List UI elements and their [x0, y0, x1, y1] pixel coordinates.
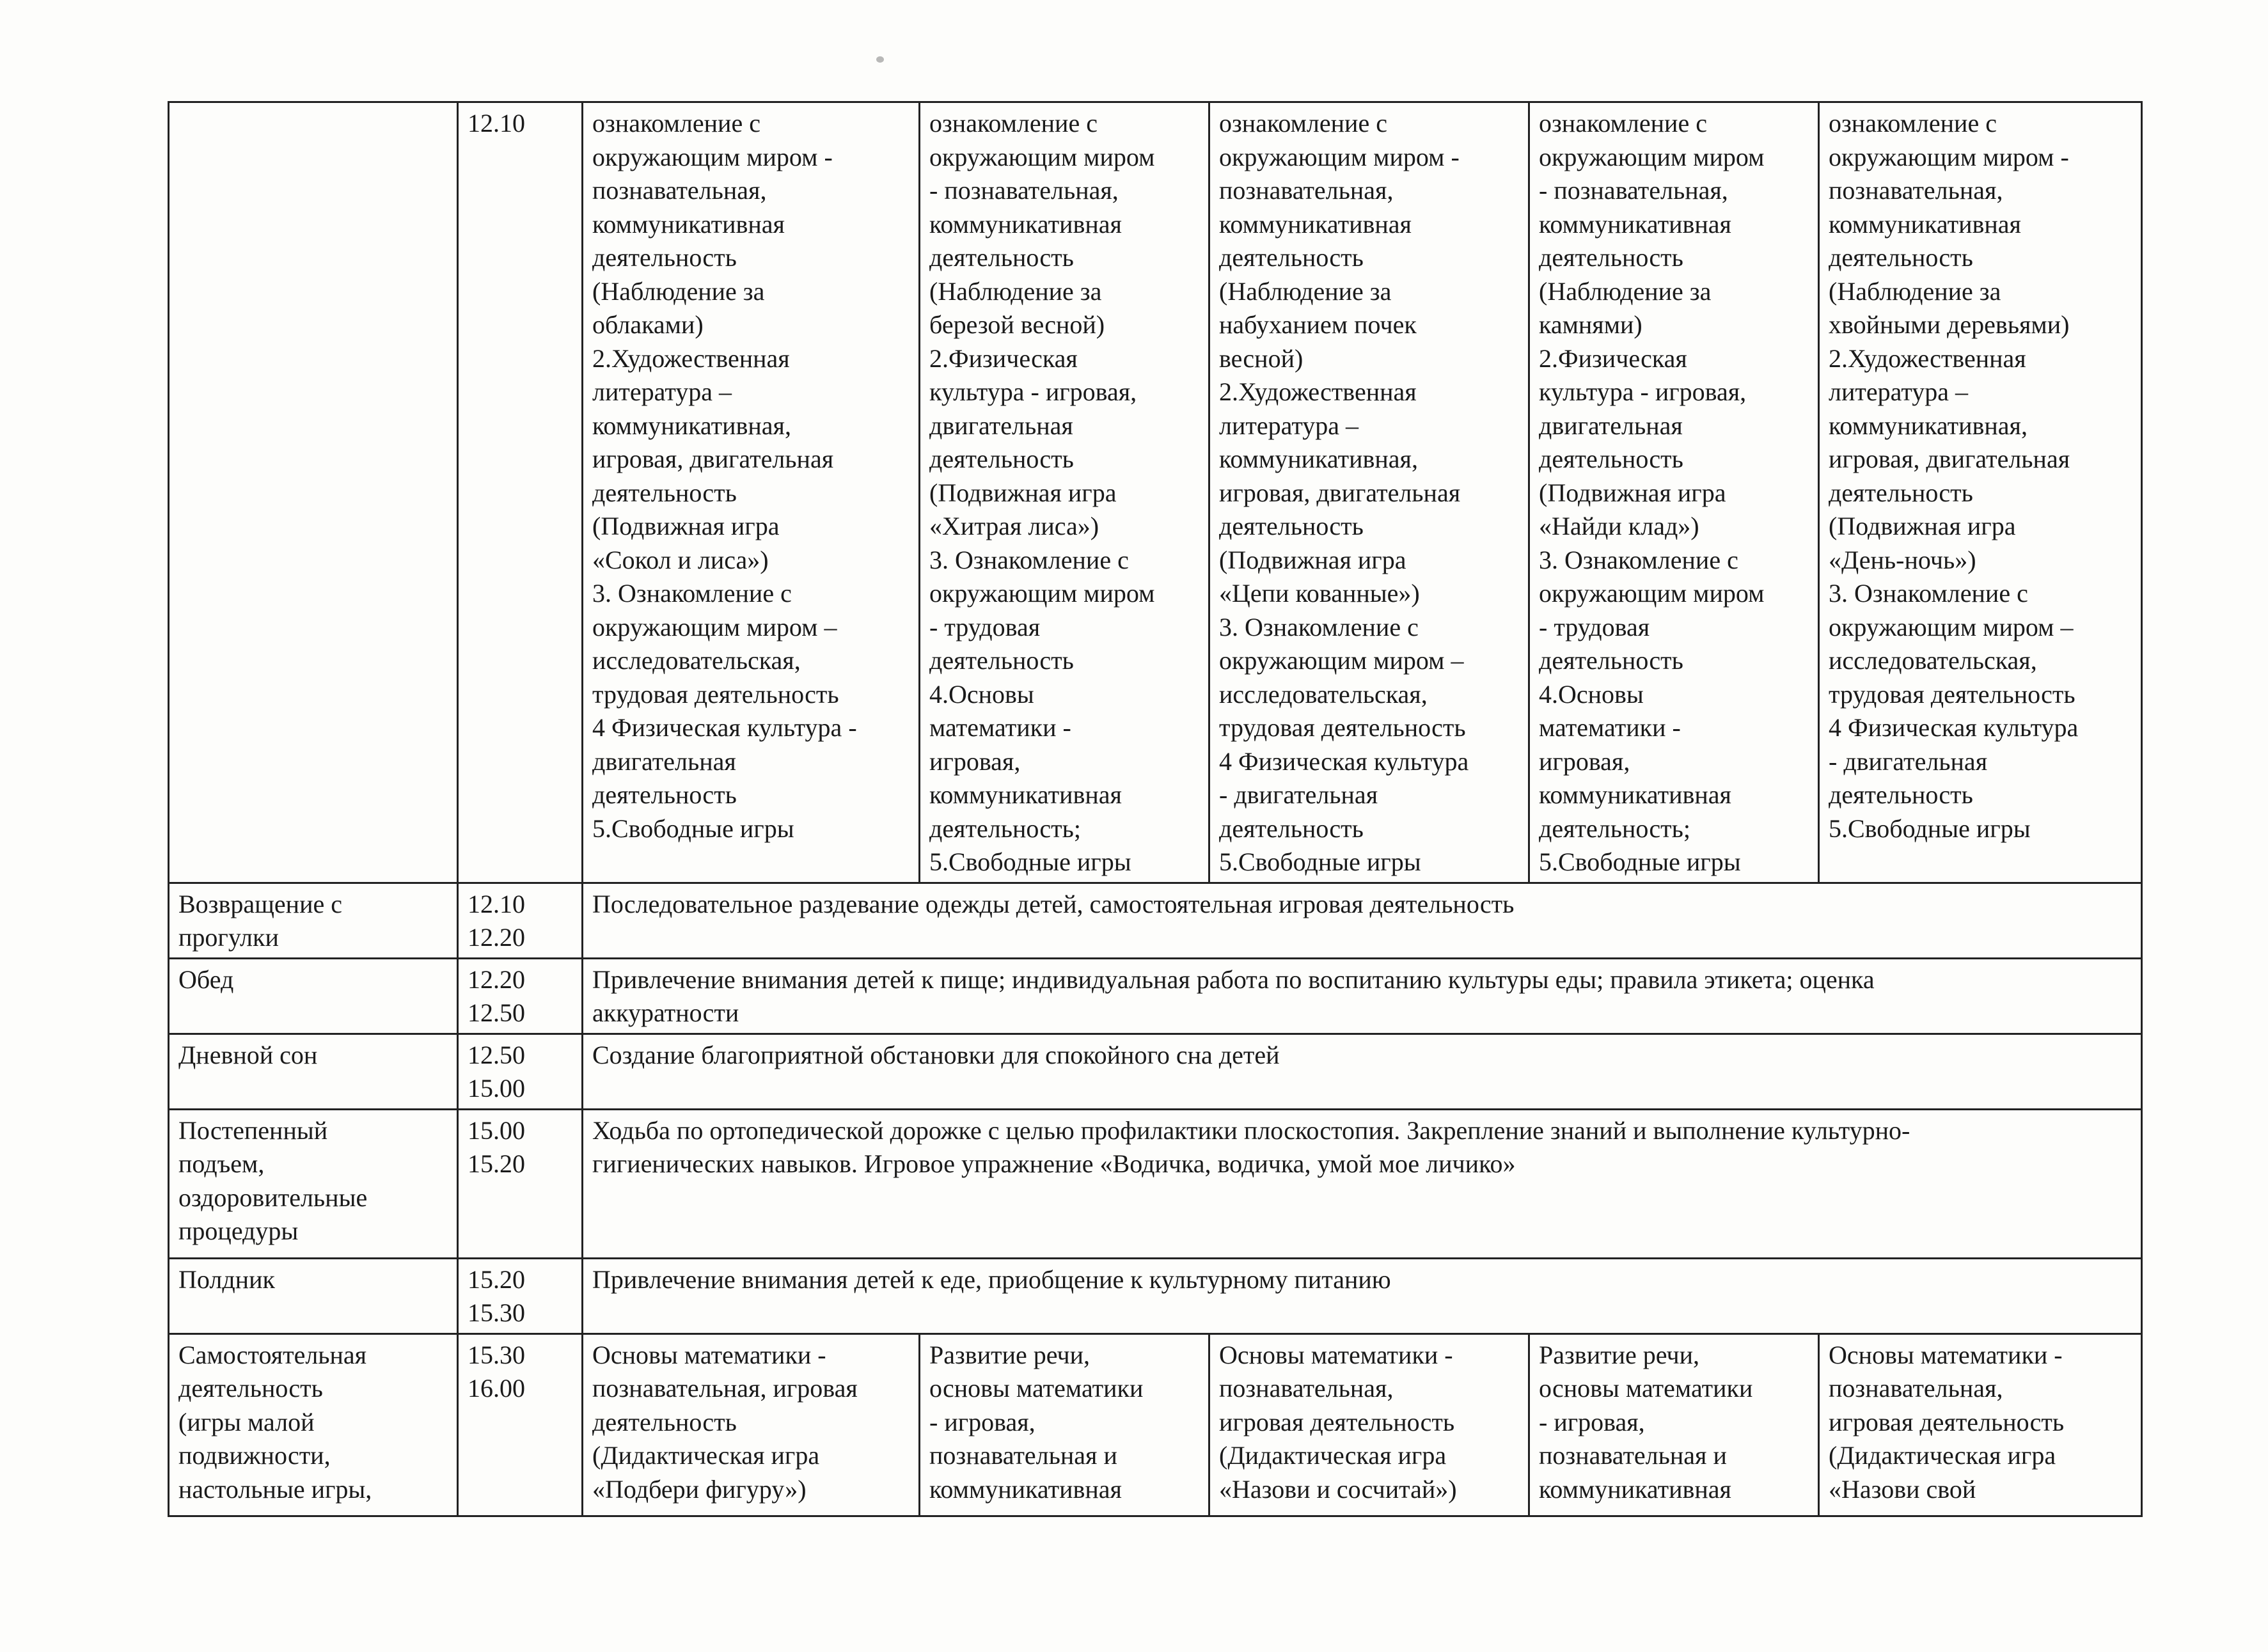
- wakeup-row-label: Постепенный подъем, оздоровительные процедуры: [169, 1109, 458, 1258]
- walk-row: [169, 102, 2142, 883]
- independent-day-2: Развитие речи, основы математики - игровая, познавательная и коммуникативная: [920, 1333, 1209, 1516]
- independent-day-4: Развитие речи, основы математики - игровая, познавательная и коммуникативная: [1529, 1333, 1819, 1516]
- snack-row-time: 15.20 15.30: [458, 1258, 583, 1333]
- return-row-label: Возвращение с прогулки: [169, 883, 458, 958]
- independent-day-5: Основы математики - познавательная, игровая деятельность (Дидактическая игра «Назови свой: [1819, 1333, 2142, 1516]
- walk-day-1: ознакомление с окружающим миром - познавательная, коммуникативная деятельность (Наблюдение за облаками) 2.Художественная литература – коммуникативная, игровая, двигательная деятельность (Подвижная игра «Сокол и лиса») 3. Ознакомление с окружающим миром – исследовательская, трудовая деятельность 4 Физическая культура - двигательная деятельность 5.Свободные игры: [583, 102, 920, 883]
- wakeup-row-text: Ходьба по ортопедической дорожке с целью профилактики плоскостопия. Закрепление знаний и выполнение культурно- гигиенических навыков. Игровое упражнение «Водичка, водичка, умой мое личико»: [583, 1109, 2142, 1258]
- snack-row: [169, 1258, 2142, 1333]
- sleep-row-time: 12.50 15.00: [458, 1034, 583, 1109]
- snack-row-text: Привлечение внимания детей к еде, приобщение к культурному питанию: [583, 1258, 2142, 1333]
- independent-day-3: Основы математики - познавательная, игровая деятельность (Дидактическая игра «Назови и сосчитай»): [1209, 1333, 1529, 1516]
- lunch-row: [169, 958, 2142, 1034]
- return-row-text: Последовательное раздевание одежды детей, самостоятельная игровая деятельность: [583, 883, 2142, 958]
- walk-day-2: ознакомление с окружающим миром - познавательная, коммуникативная деятельность (Наблюдение за березой весной) 2.Физическая культура - игровая, двигательная деятельность (Подвижная игра «Хитрая лиса») 3. Ознакомление с окружающим миром - трудовая деятельность 4.Основы математики - игровая, коммуникативная деятельность; 5.Свободные игры: [920, 102, 1209, 883]
- independent-day-1: Основы математики - познавательная, игровая деятельность (Дидактическая игра «Подбери фигуру»): [583, 1333, 920, 1516]
- lunch-row-text: Привлечение внимания детей к пище; индивидуальная работа по воспитанию культуры еды; правила этикета; оценка аккуратности: [583, 958, 2142, 1034]
- sleep-row-label: Дневной сон: [169, 1034, 458, 1109]
- lunch-row-time: 12.20 12.50: [458, 958, 583, 1034]
- walk-day-3: ознакомление с окружающим миром - познавательная, коммуникативная деятельность (Наблюдение за набуханием почек весной) 2.Художественная литература – коммуникативная, игровая, двигательная деятельность (Подвижная игра «Цепи кованные») 3. Ознакомление с окружающим миром – исследовательская, трудовая деятельность 4 Физическая культура - двигательная деятельность 5.Свободные игры: [1209, 102, 1529, 883]
- scan-speck: [876, 56, 884, 63]
- walk-row-time: 12.10: [458, 102, 583, 883]
- wakeup-row: [169, 1109, 2142, 1258]
- snack-row-label: Полдник: [169, 1258, 458, 1333]
- independent-row-label: Самостоятельная деятельность (игры малой подвижности, настольные игры,: [169, 1333, 458, 1516]
- return-row: [169, 883, 2142, 958]
- daily-schedule-table: [168, 101, 2143, 1517]
- schedule-page: [168, 101, 2141, 1517]
- sleep-row: [169, 1034, 2142, 1109]
- wakeup-row-time: 15.00 15.20: [458, 1109, 583, 1258]
- walk-day-4: ознакомление с окружающим миром - познавательная, коммуникативная деятельность (Наблюдение за камнями) 2.Физическая культура - игровая, двигательная деятельность (Подвижная игра «Найди клад») 3. Ознакомление с окружающим миром - трудовая деятельность 4.Основы математики - игровая, коммуникативная деятельность; 5.Свободные игры: [1529, 102, 1819, 883]
- walk-row-label: [169, 102, 458, 883]
- independent-row-time: 15.30 16.00: [458, 1333, 583, 1516]
- return-row-time: 12.10 12.20: [458, 883, 583, 958]
- independent-row: [169, 1333, 2142, 1516]
- lunch-row-label: Обед: [169, 958, 458, 1034]
- sleep-row-text: Создание благоприятной обстановки для спокойного сна детей: [583, 1034, 2142, 1109]
- walk-day-5: ознакомление с окружающим миром - познавательная, коммуникативная деятельность (Наблюдение за хвойными деревьями) 2.Художественная литература – коммуникативная, игровая, двигательная деятельность (Подвижная игра «День-ночь») 3. Ознакомление с окружающим миром – исследовательская, трудовая деятельность 4 Физическая культура - двигательная деятельность 5.Свободные игры: [1819, 102, 2142, 883]
